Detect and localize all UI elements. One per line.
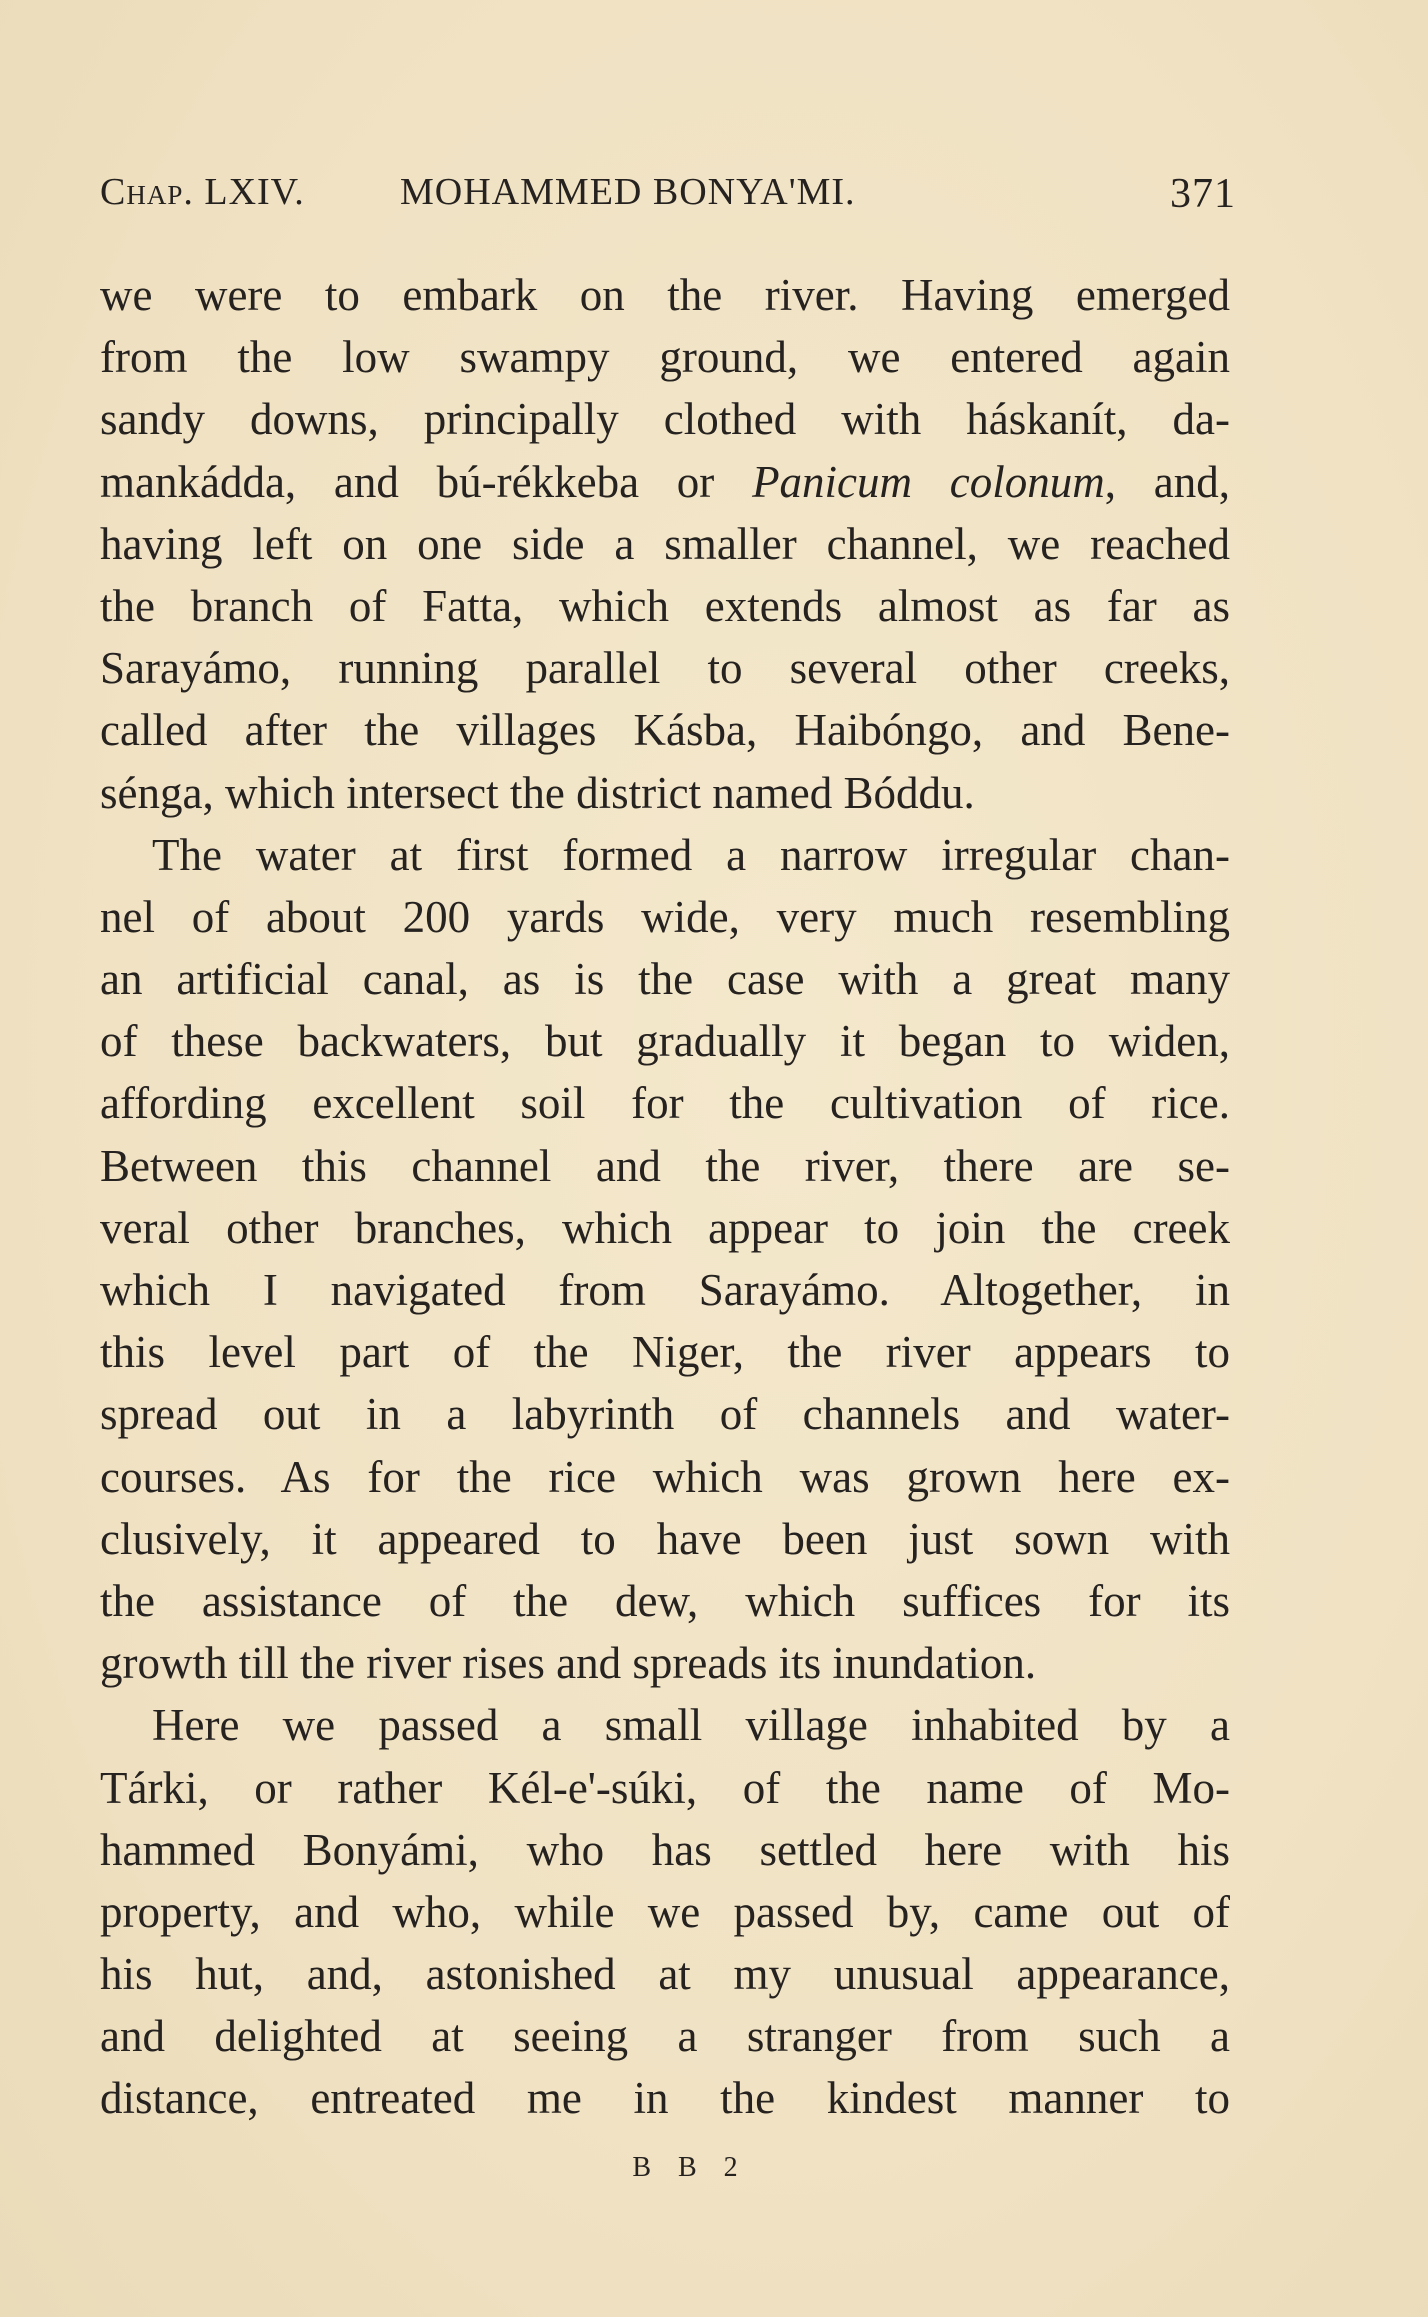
text-line: and delighted at seeing a stranger from such a — [100, 2011, 1230, 2062]
chapter-label: Chap. LXIV. — [100, 171, 305, 213]
text-line: the branch of Fatta, which extends almost as far as — [100, 580, 1230, 631]
text-line: clusively, it appeared to have been just sown with — [100, 1513, 1230, 1564]
text-line: Here we passed a small village inhabited by a — [152, 1700, 1230, 1751]
text-line: distance, entreated me in the kindest manner to — [100, 2073, 1230, 2124]
text-line: Tárki, or rather Kél-e'-súki, of the name of Mo- — [100, 1762, 1230, 1813]
text-line: his hut, and, astonished at my unusual appearance, — [100, 1949, 1230, 2000]
text-line: from the low swampy ground, we entered again — [100, 332, 1230, 383]
running-title: MOHAMMED BONYA'MI. — [400, 171, 856, 213]
text-line: nel of about 200 yards wide, very much resembling — [100, 891, 1230, 942]
text-line: property, and who, while we passed by, came out of — [100, 1886, 1230, 1937]
text-line: the assistance of the dew, which suffices for its — [100, 1575, 1230, 1626]
italic-term: Panicum colonum — [752, 456, 1105, 507]
text-line: affording excellent soil for the cultivation of rice. — [100, 1078, 1230, 1129]
text-line: sandy downs, principally clothed with háskanít, da- — [100, 394, 1230, 445]
body-text — [100, 264, 1230, 2130]
text-line: The water at first formed a narrow irregular chan- — [152, 829, 1230, 880]
text-line: Sarayámo, running parallel to several other creeks, — [100, 643, 1230, 694]
running-head — [100, 170, 1236, 226]
text-line: this level part of the Niger, the river appears to — [100, 1327, 1230, 1378]
text-line: hammed Bonyámi, who has settled here with his — [100, 1824, 1230, 1875]
text-line: courses. As for the rice which was grown here ex- — [100, 1451, 1230, 1502]
text-line: of these backwaters, but gradually it began to widen, — [100, 1016, 1230, 1067]
text-segment: , and, — [1104, 456, 1230, 507]
text-line: sénga, which intersect the district named Bóddu. — [100, 767, 975, 818]
text-line — [100, 451, 1230, 513]
text-line: we were to embark on the river. Having emerged — [100, 270, 1230, 320]
text-line: which I navigated from Sarayámo. Altogether, in — [100, 1265, 1230, 1315]
text-line: an artificial canal, as is the case with a great many — [100, 954, 1230, 1005]
text-line: growth till the river rises and spreads its inundation. — [100, 1638, 1037, 1689]
text-line: Between this channel and the river, there are se- — [100, 1140, 1230, 1191]
text-line: called after the villages Kásba, Haibóngo, and Bene- — [100, 705, 1230, 756]
page-number: 371 — [1170, 171, 1236, 217]
text-segment: mankádda, and bú-rékkeba or — [100, 456, 753, 507]
text-line: veral other branches, which appear to join the creek — [100, 1202, 1230, 1253]
signature-mark: B B 2 — [632, 2152, 748, 2183]
text-line: having left on one side a smaller channel, we reached — [100, 518, 1230, 569]
text-line: spread out in a labyrinth of channels and water- — [100, 1389, 1230, 1440]
